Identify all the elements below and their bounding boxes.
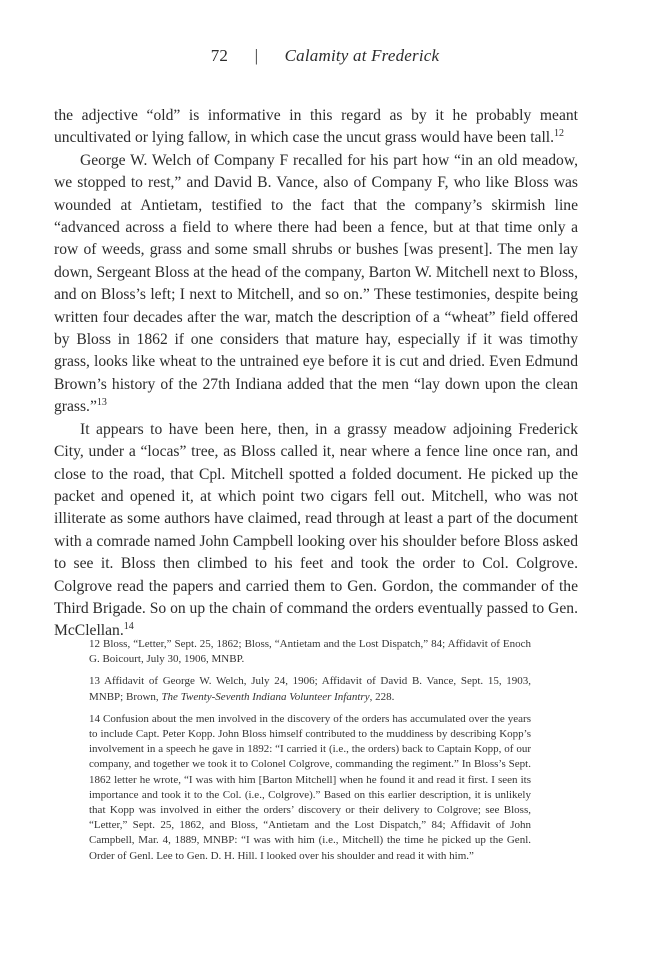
footnote-13-post: , 228. [369,690,395,703]
page-number: 72 [210,46,229,65]
running-title: Calamity at Frederick [284,46,440,65]
footnotes [89,637,531,871]
paragraph-2-text: George W. Welch of Company F recalled for his part how “in an old meadow, we stopped to rest,” and David B. Vance, also of Company F, who like Bloss was wounded at Antietam, testified to the fact that the company’s skirmish line “advanced across a field to where there had been a fence, but at that time only a row of weeds, grass and some small shrubs or bushes [was present]. The men lay down, Sergeant Bloss at the head of the company, Barton W. Mitchell next to Bloss, and on Bloss’s left; I next to Mitchell, and so on.” These testimonies, despite being written four decades after the war, match the description of a “wheat” field offered by Bloss in 1862 if one considers that mature hay, especially if it was timothy grass, looks like wheat to the untrained eye before it is cut and dried. Even Edmund Brown’s history of the 27th Indiana added that the men “lay down upon the clean grass.” [54,151,578,416]
footnote-14: 14 Confusion about the men involved in the discovery of the orders has accumulated over the years to include Capt. Peter Kopp. John Bloss himself contributed to the muddiness by describing Kopp’s involvement in a speech he gave in 1892: “I carried it (i.e., the orders) back to Captain Kopp, of our company, and together we took it to Colonel Colgrove, commanding the regiment.” In Bloss’s Sept. 1862 letter he wrote, “I was with him [Barton Mitchell] when he found it and read it first. I seen its importance and took it to the Col. (i.e., Colgrove).” Based on this earlier description, it is unlikely that Kopp was involved in either the orders’ discovery or their delivery to Colgrove; see Bloss, “Letter,” Sept. 25, 1862, and Bloss, “Antietam and the Lost Dispatch,” 84; Affidavit of John Campbell, Mar. 4, 1889, MNBP: “I was with him (i.e., Mitchell) the time he picked up the Genl. Order of Genl. Lee to Gen. D. H. Hill. I looked over his shoulder and read it with him.” [89,712,531,862]
footnote-13-title: The Twenty-Seventh Indiana Volunteer Infantry [161,690,370,703]
footnote-13 [89,674,531,704]
running-header [0,46,650,66]
footnote-ref-12: 12 [554,128,565,140]
footnote-ref-13: 13 [96,397,107,409]
footnote-ref-14: 14 [123,621,134,633]
body-text [54,105,578,643]
paragraph-1 [54,105,578,150]
header-separator: | [254,46,259,65]
paragraph-2 [54,150,578,419]
footnote-13-pre: 13 Affidavit of George W. Welch, July 24, 1906; Affidavit of David B. Vance, Sept. 15, 1903, MNBP; Brown, [89,675,531,703]
paragraph-1-text: the adjective “old” is informative in this regard as by it he probably meant uncultivated or lying fallow, in which case the uncut grass would have been tall. [54,107,578,147]
footnote-12: 12 Bloss, “Letter,” Sept. 25, 1862; Bloss, “Antietam and the Lost Dispatch,” 84; Affidavit of Enoch G. Boicourt, July 30, 1906, MNBP. [89,638,531,666]
paragraph-3-text: It appears to have been here, then, in a grassy meadow adjoining Frederick City, under a “locas” tree, as Bloss called it, near where a fence line once ran, and close to the road, that Cpl. Mitchell spotted a folded document. He picked up the packet and opened it, at which point two cigars fell out. Mitchell, who was not illiterate as some authors have claimed, read through at least a part of the document with a comrade named John Campbell looking over his shoulder before Bloss asked to see it. Bloss then climbed to his feet and took the order to Col. Colgrove. Colgrove read the papers and carried them to Gen. Gordon, the commander of the Third Brigade. So on up the chain of command the orders eventually passed to Gen. McClellan. [54,420,579,640]
paragraph-3 [54,419,578,643]
